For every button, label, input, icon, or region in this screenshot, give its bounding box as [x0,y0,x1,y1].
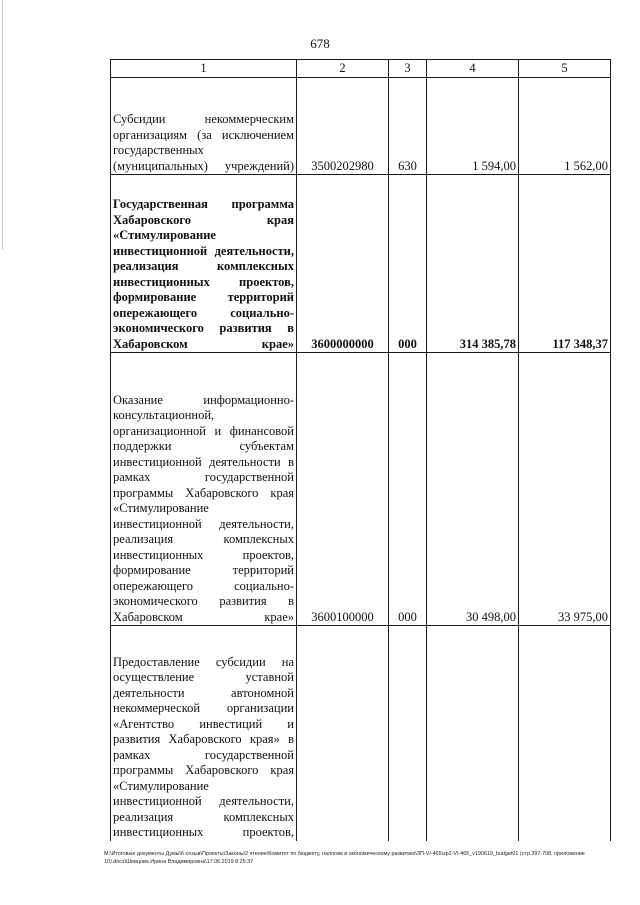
row-sum-current-cell [427,626,519,841]
row-name-cell: Субсидии некоммерческим организациям (за исключением государственных (муниципальных) учреждений) [111,78,297,175]
row-code-cell: 3600000000 [297,175,389,353]
table-row [111,78,611,175]
row-sum-next-cell [519,626,611,841]
column-header: 3 [389,60,427,78]
row-code-cell: 3600100000 [297,353,389,626]
row-kind-cell: 630 [389,78,427,175]
column-header: 5 [519,60,611,78]
budget-table [110,59,611,841]
table-row [111,626,611,841]
row-code-cell: 3500202980 [297,78,389,175]
row-code-cell [297,626,389,841]
row-name-cell: Государственная программа Хабаровского края «Стимулирование инвестиционной деятельности, реализация комплексных инвестиционных проектов, формирование территорий опережающего социально-экономического развития в Хабаровском крае» [111,175,297,353]
row-sum-next-cell: 1 562,00 [519,78,611,175]
row-kind-cell: 000 [389,175,427,353]
row-name-cell: Предоставление субсидии на осуществление уставной деятельности автономной некоммерческой организации «Агентство инвестиций и развития Хабаровского края» в рамках государственной программы Хабаровского края «Стимулирование инвестиционной деятельности, реализация комплексных инвестиционных проектов, [111,626,297,841]
row-kind-cell [389,626,427,841]
table-row [111,175,611,353]
page-number: 678 [310,36,330,51]
column-header: 1 [111,60,297,78]
table-row [111,353,611,626]
table-header-row [111,60,611,78]
row-sum-next-cell: 117 348,37 [519,175,611,353]
row-sum-current-cell: 30 498,00 [427,353,519,626]
row-kind-cell: 000 [389,353,427,626]
row-sum-current-cell: 1 594,00 [427,78,519,175]
row-sum-next-cell: 33 975,00 [519,353,611,626]
row-name-cell: Оказание информационно-консультационной, организационной и финансовой поддержки субъектам инвестиционной деятельности в рамках государственной программы Хабаровского края «Стимулирование инвестиционной деятельности, реализация комплексных инвестиционных проектов, формирование территорий опережающего социально-экономического развития в Хабаровском крае» [111,353,297,626]
column-header: 4 [427,60,519,78]
row-sum-current-cell: 314 385,78 [427,175,519,353]
document-path-footer: М:\Итоговые документы Думы\6 созыв\Проекты\Законы\2 чтение\Комитет по бюджету, налогам и экономическому развитию\ЗП-VI-465\зp2-VI-465_v190619_budget01 (стр.397-708, приложение 10).docx\Шевцова Ирина Владимировна\17.06.2019 8:25:37 [104,851,585,865]
column-header: 2 [297,60,389,78]
